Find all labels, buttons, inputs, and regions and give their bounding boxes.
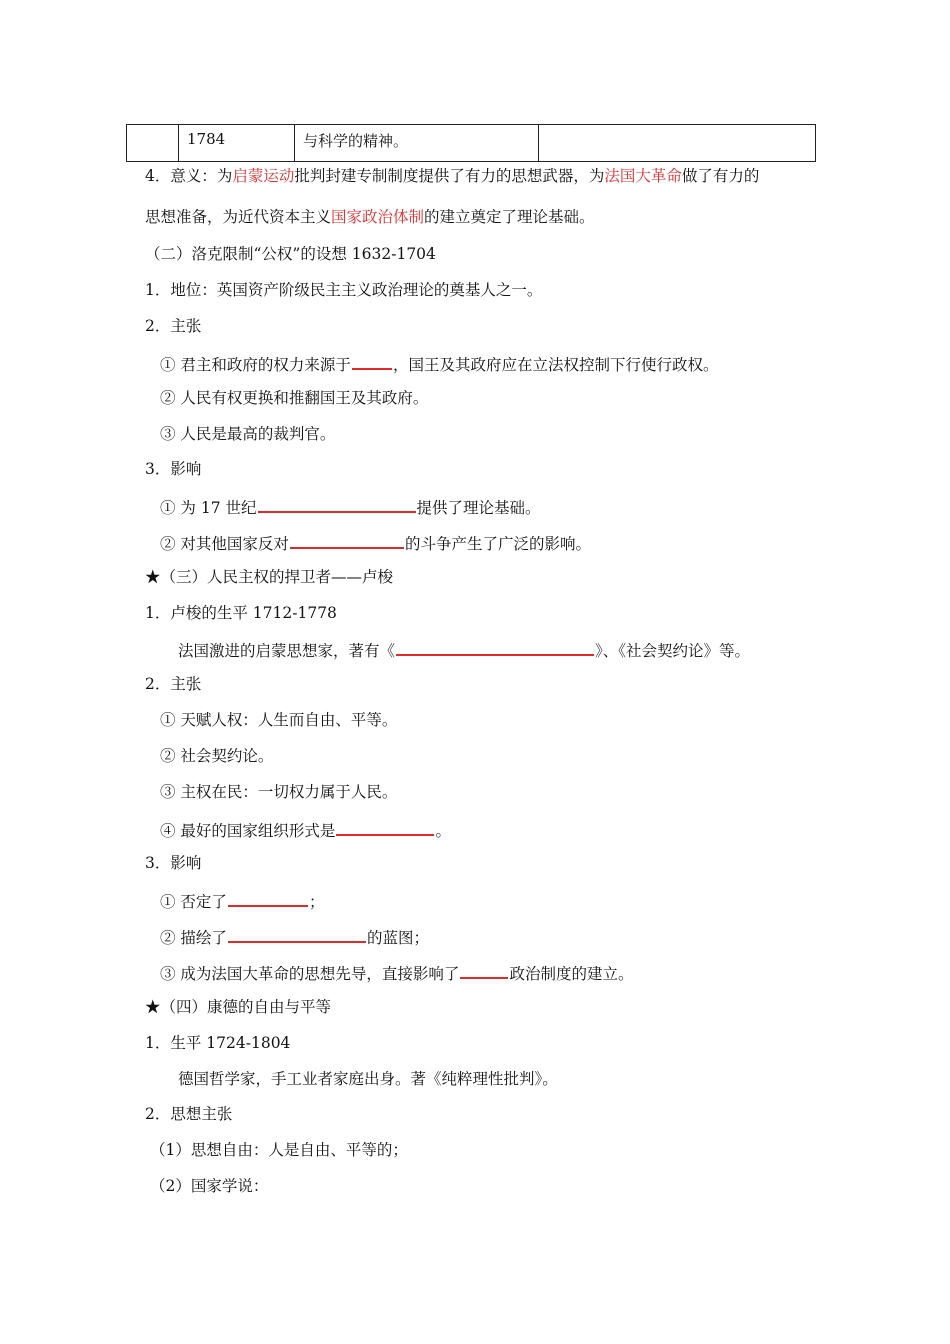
fill-blank[interactable] xyxy=(336,818,434,836)
rousseau-impact-1 xyxy=(160,889,324,912)
section-heading-kant: ★（四）康德的自由与平等 xyxy=(145,998,332,1016)
fill-blank[interactable] xyxy=(228,925,366,943)
highlight-french-revolution: 法国大革命 xyxy=(604,167,682,185)
text: 思想准备，为近代资本主义 xyxy=(145,208,332,226)
kant-idea-1: （1）思想自由：人是自由、平等的； xyxy=(150,1141,408,1159)
locke-claim-3: ③ 人民是最高的裁判官。 xyxy=(160,425,336,443)
significance-line-2 xyxy=(145,207,595,227)
significance-line-1 xyxy=(145,166,759,186)
fill-blank[interactable] xyxy=(228,889,308,907)
section-heading-rousseau: ★（三）人民主权的捍卫者——卢梭 xyxy=(145,568,394,586)
fill-blank[interactable] xyxy=(258,495,416,513)
rousseau-impact-3 xyxy=(160,961,633,984)
locke-impact-2 xyxy=(160,531,591,554)
text: ② 对其他国家反对 xyxy=(160,535,289,553)
locke-claims-title: 2．主张 xyxy=(145,317,202,335)
text: ； xyxy=(308,893,325,911)
highlight-enlightenment: 启蒙运动 xyxy=(232,167,295,185)
fill-blank[interactable] xyxy=(396,638,594,656)
text: ① 为 17 世纪 xyxy=(160,499,257,517)
continuation-table xyxy=(126,124,816,162)
locke-impact-1 xyxy=(160,495,541,518)
section-heading-locke: （二）洛克限制“公权”的设想 1632-1704 xyxy=(145,245,436,263)
text: ② 描绘了 xyxy=(160,929,227,947)
text: 4．意义：为 xyxy=(145,167,233,185)
text: 》、《社会契约论》等。 xyxy=(595,642,751,660)
table-cell xyxy=(127,125,179,162)
table-cell xyxy=(539,125,816,162)
text: 的建立奠定了理论基础。 xyxy=(424,208,595,226)
text: 政治制度的建立。 xyxy=(509,965,634,983)
rousseau-claim-2: ② 社会契约论。 xyxy=(160,747,274,765)
fill-blank[interactable] xyxy=(352,352,392,370)
rousseau-impact-title: 3．影响 xyxy=(145,854,202,872)
text: 。 xyxy=(435,822,451,840)
table-cell: 1784 xyxy=(179,125,295,162)
rousseau-claim-1: ① 天赋人权：人生而自由、平等。 xyxy=(160,711,398,729)
text: ，国王及其政府应在立法权控制下行使行政权。 xyxy=(392,356,719,374)
rousseau-impact-2 xyxy=(160,925,429,948)
text: ① 君主和政府的权力来源于 xyxy=(160,356,351,374)
text: 的斗争产生了广泛的影响。 xyxy=(404,535,591,553)
rousseau-claim-4 xyxy=(160,818,451,841)
locke-status: 1．地位：英国资产阶级民主主义政治理论的奠基人之一。 xyxy=(145,281,543,299)
text: 的蓝图； xyxy=(366,929,429,947)
locke-claim-1 xyxy=(160,352,718,375)
rousseau-life-text xyxy=(178,638,750,661)
text: ① 否定了 xyxy=(160,893,227,911)
kant-ideas-title: 2．思想主张 xyxy=(145,1105,233,1123)
rousseau-claims-title: 2．主张 xyxy=(145,675,202,693)
fill-blank[interactable] xyxy=(460,961,508,979)
rousseau-life-title: 1．卢梭的生平 1712-1778 xyxy=(145,604,337,622)
text: 法国激进的启蒙思想家，著有《 xyxy=(178,642,396,660)
highlight-state-system: 国家政治体制 xyxy=(331,208,425,226)
text: 做了有力的 xyxy=(681,167,760,185)
locke-claim-2: ② 人民有权更换和推翻国王及其政府。 xyxy=(160,389,429,407)
rousseau-claim-3: ③ 主权在民：一切权力属于人民。 xyxy=(160,783,398,801)
kant-idea-2: （2）国家学说： xyxy=(150,1177,269,1195)
table-cell: 与科学的精神。 xyxy=(295,125,539,162)
fill-blank[interactable] xyxy=(290,531,404,549)
kant-life-title: 1．生平 1724-1804 xyxy=(145,1034,291,1052)
text: 批判封建专制制度提供了有力的思想武器，为 xyxy=(294,167,605,185)
text: ④ 最好的国家组织形式是 xyxy=(160,822,336,840)
table-row xyxy=(127,125,816,162)
text: ③ 成为法国大革命的思想先导，直接影响了 xyxy=(160,965,460,983)
locke-impact-title: 3．影响 xyxy=(145,460,202,478)
kant-life-text: 德国哲学家，手工业者家庭出身。著《纯粹理性批判》。 xyxy=(178,1070,558,1088)
text: 提供了理论基础。 xyxy=(416,499,541,517)
